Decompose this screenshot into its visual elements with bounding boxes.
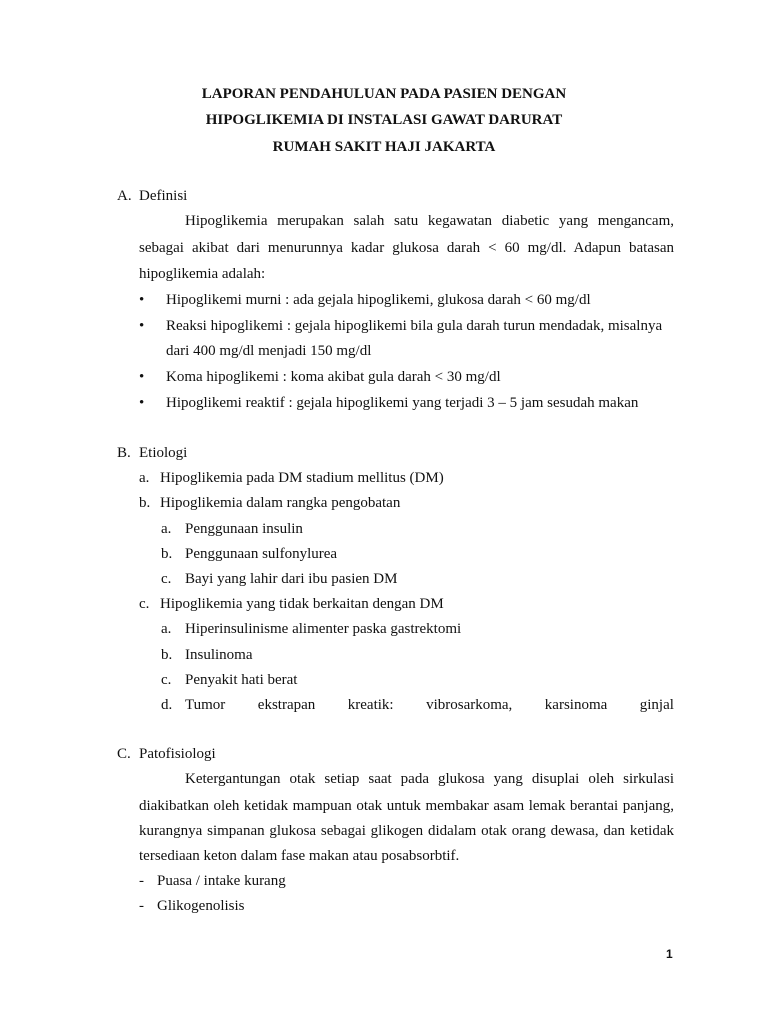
etiologi-c-sub-b: Insulinoma [185, 647, 253, 663]
dash-item-1: Puasa / intake kurang [157, 873, 286, 889]
list-marker: c. [161, 672, 172, 688]
list-marker: c. [161, 571, 172, 587]
bullet-item-4: Hipoglikemi reaktif : gejala hipoglikemi yang terjadi 3 – 5 jam sesudah makan [166, 395, 639, 411]
etiologi-b-sub-a: Penggunaan insulin [185, 521, 303, 537]
bullet-marker: • [139, 318, 145, 334]
section-c-paragraph-line-1: Ketergantungan otak setiap saat pada glukosa yang disuplai oleh sirkulasi [185, 771, 674, 787]
section-b-title: Etiologi [139, 445, 188, 461]
bullet-item-1: Hipoglikemi murni : ada gejala hipoglikemi, glukosa darah < 60 mg/dl [166, 292, 591, 308]
etiologi-b-sub-b: Penggunaan sulfonylurea [185, 546, 338, 562]
section-c-paragraph-line-3: kurangnya simpanan glukosa sebagai glikogen didalam otak orang dewasa, dan ketidak [139, 823, 674, 839]
section-b-letter: B. [117, 445, 131, 461]
list-marker: a. [139, 470, 150, 486]
list-marker: b. [161, 546, 173, 562]
bullet-item-2: Reaksi hipoglikemi : gejala hipoglikemi bila gula darah turun mendadak, misalnya [166, 318, 663, 334]
section-a-heading [117, 188, 187, 205]
section-c-letter: C. [117, 746, 131, 762]
word: ekstrapan [257, 697, 316, 713]
section-c-paragraph-line-2: diakibatkan oleh ketidak mampuan otak untuk membakar asam lemak berantai panjang, [139, 798, 674, 814]
word: kreatik: [347, 697, 394, 713]
etiologi-c-sub-d [185, 697, 674, 714]
dash-marker: - [139, 898, 144, 914]
list-marker: c. [139, 596, 150, 612]
title-line-3: RUMAH SAKIT HAJI JAKARTA [272, 139, 496, 155]
section-a-paragraph-line-3: hipoglikemia adalah: [139, 266, 266, 282]
section-c-heading [117, 746, 216, 763]
section-c-paragraph-line-4: tersediaan keton dalam fase makan atau posabsorbtif. [139, 848, 460, 864]
word: ginjal [639, 697, 674, 713]
section-a-paragraph-line-1: Hipoglikemia merupakan salah satu kegawatan diabetic yang mengancam, [185, 213, 674, 229]
list-marker: a. [161, 521, 172, 537]
word: karsinoma [544, 697, 608, 713]
bullet-item-3: Koma hipoglikemi : koma akibat gula darah < 30 mg/dl [166, 369, 501, 385]
title-line-2: HIPOGLIKEMIA DI INSTALASI GAWAT DARURAT [205, 112, 563, 128]
etiologi-c-sub-c: Penyakit hati berat [185, 672, 298, 688]
section-a-title: Definisi [139, 188, 188, 204]
section-b-heading [117, 445, 187, 462]
section-a-paragraph-line-2: sebagai akibat dari menurunnya kadar glukosa darah < 60 mg/dl. Adapun batasan [139, 240, 674, 256]
etiologi-b-sub-c: Bayi yang lahir dari ibu pasien DM [185, 571, 398, 587]
section-a-letter: A. [117, 188, 132, 204]
list-marker: b. [161, 647, 173, 663]
etiologi-item-a: Hipoglikemia pada DM stadium mellitus (DM) [160, 470, 444, 486]
section-c-title: Patofisiologi [139, 746, 216, 762]
bullet-item-2-continuation: dari 400 mg/dl menjadi 150 mg/dl [166, 343, 372, 359]
dash-marker: - [139, 873, 144, 889]
dash-item-2: Glikogenolisis [157, 898, 245, 914]
bullet-marker: • [139, 292, 145, 308]
list-marker: a. [161, 621, 172, 637]
etiologi-c-sub-a: Hiperinsulinisme alimenter paska gastrektomi [185, 621, 462, 637]
title-line-1: LAPORAN PENDAHULUAN PADA PASIEN DENGAN [201, 86, 567, 102]
list-marker: b. [139, 495, 151, 511]
etiologi-item-b: Hipoglikemia dalam rangka pengobatan [160, 495, 401, 511]
word: Tumor [185, 697, 226, 713]
bullet-marker: • [139, 395, 145, 411]
list-marker: d. [161, 697, 173, 713]
page-number: 1 [666, 947, 673, 961]
etiologi-item-c: Hipoglikemia yang tidak berkaitan dengan DM [160, 596, 444, 612]
word: vibrosarkoma, [426, 697, 513, 713]
bullet-marker: • [139, 369, 145, 385]
